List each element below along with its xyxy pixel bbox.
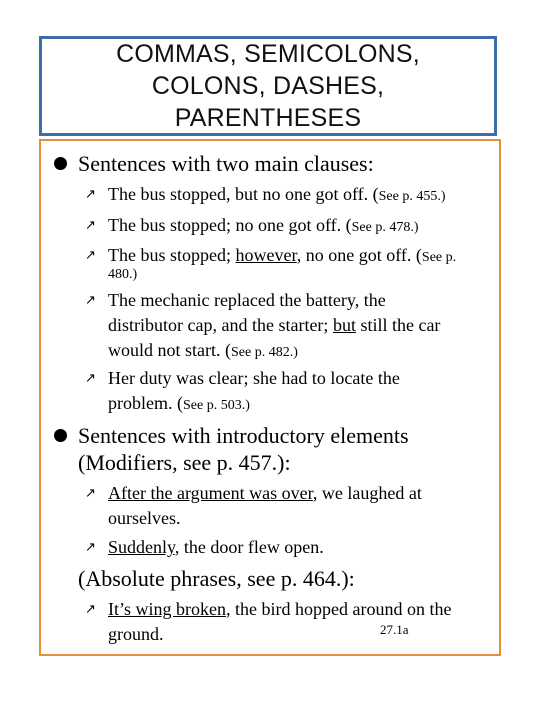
underlined-text: After the argument was over: [108, 483, 313, 503]
arrow-northeast-icon: ↗: [85, 187, 96, 202]
arrow-northeast-icon: ↗: [85, 602, 96, 617]
item-text: would not start. (: [108, 340, 231, 360]
item-text: still the car: [355, 315, 441, 335]
arrow-northeast-icon: ↗: [85, 218, 96, 233]
section-heading: Sentences with introductory elements: [78, 423, 409, 448]
title-line-1: COMMAS, SEMICOLONS,: [116, 40, 420, 68]
see-label: See: [421, 250, 443, 265]
bullet-icon: [54, 429, 67, 442]
arrow-northeast-icon: ↗: [85, 486, 96, 501]
see-label: See: [378, 189, 399, 204]
title-box: [39, 36, 497, 136]
item-text: The mechanic replaced the battery, the: [108, 290, 386, 310]
item-text: , we laughed at: [312, 483, 422, 503]
section-heading: Sentences with two main clauses:: [78, 151, 374, 176]
page-title: [116, 38, 420, 134]
slide-number: 27.1a: [380, 622, 409, 637]
item-text: distributor cap, and the starter;: [108, 315, 333, 335]
title-line-2: COLONS, DASHES,: [151, 72, 385, 100]
section-heading: (Absolute phrases, see p. 464.):: [78, 566, 355, 591]
page-ref: 480.): [108, 267, 138, 282]
content-box: [39, 139, 501, 656]
item-text: , the bird hopped around on the: [225, 599, 452, 619]
item-text: The bus stopped; no one got off. (: [108, 215, 352, 235]
underlined-text: but: [332, 315, 356, 335]
see-label: See: [351, 220, 372, 235]
item-text: problem. (: [108, 393, 183, 413]
see-label: See: [182, 398, 204, 413]
see-label: See: [231, 345, 252, 360]
page-ref: p. 503.): [203, 398, 250, 413]
item-text: , the door flew open.: [174, 537, 324, 557]
item-text: Her duty was clear; she had to locate the: [108, 368, 400, 388]
item-text: , no one got off. (: [296, 245, 422, 265]
item-text: The bus stopped;: [108, 245, 236, 265]
page-ref: p. 455.): [398, 189, 446, 204]
arrow-northeast-icon: ↗: [85, 293, 96, 308]
page-ref: p.: [442, 250, 457, 265]
underlined-text: It’s wing broken: [108, 599, 226, 619]
section-subheading: (Modifiers, see p. 457.):: [78, 450, 291, 475]
page-ref: p. 482.): [251, 345, 298, 360]
arrow-northeast-icon: ↗: [85, 248, 96, 263]
bullet-icon: [54, 157, 67, 170]
arrow-northeast-icon: ↗: [85, 540, 96, 555]
page-ref: p. 478.): [371, 220, 419, 235]
arrow-northeast-icon: ↗: [85, 371, 96, 386]
title-line-3: PARENTHESES: [174, 104, 362, 132]
underlined-text: however: [235, 245, 297, 265]
underlined-text: Suddenly: [108, 537, 175, 557]
item-text: ground.: [108, 624, 164, 644]
item-text: The bus stopped, but no one got off. (: [108, 184, 379, 204]
item-text: ourselves.: [108, 508, 181, 528]
